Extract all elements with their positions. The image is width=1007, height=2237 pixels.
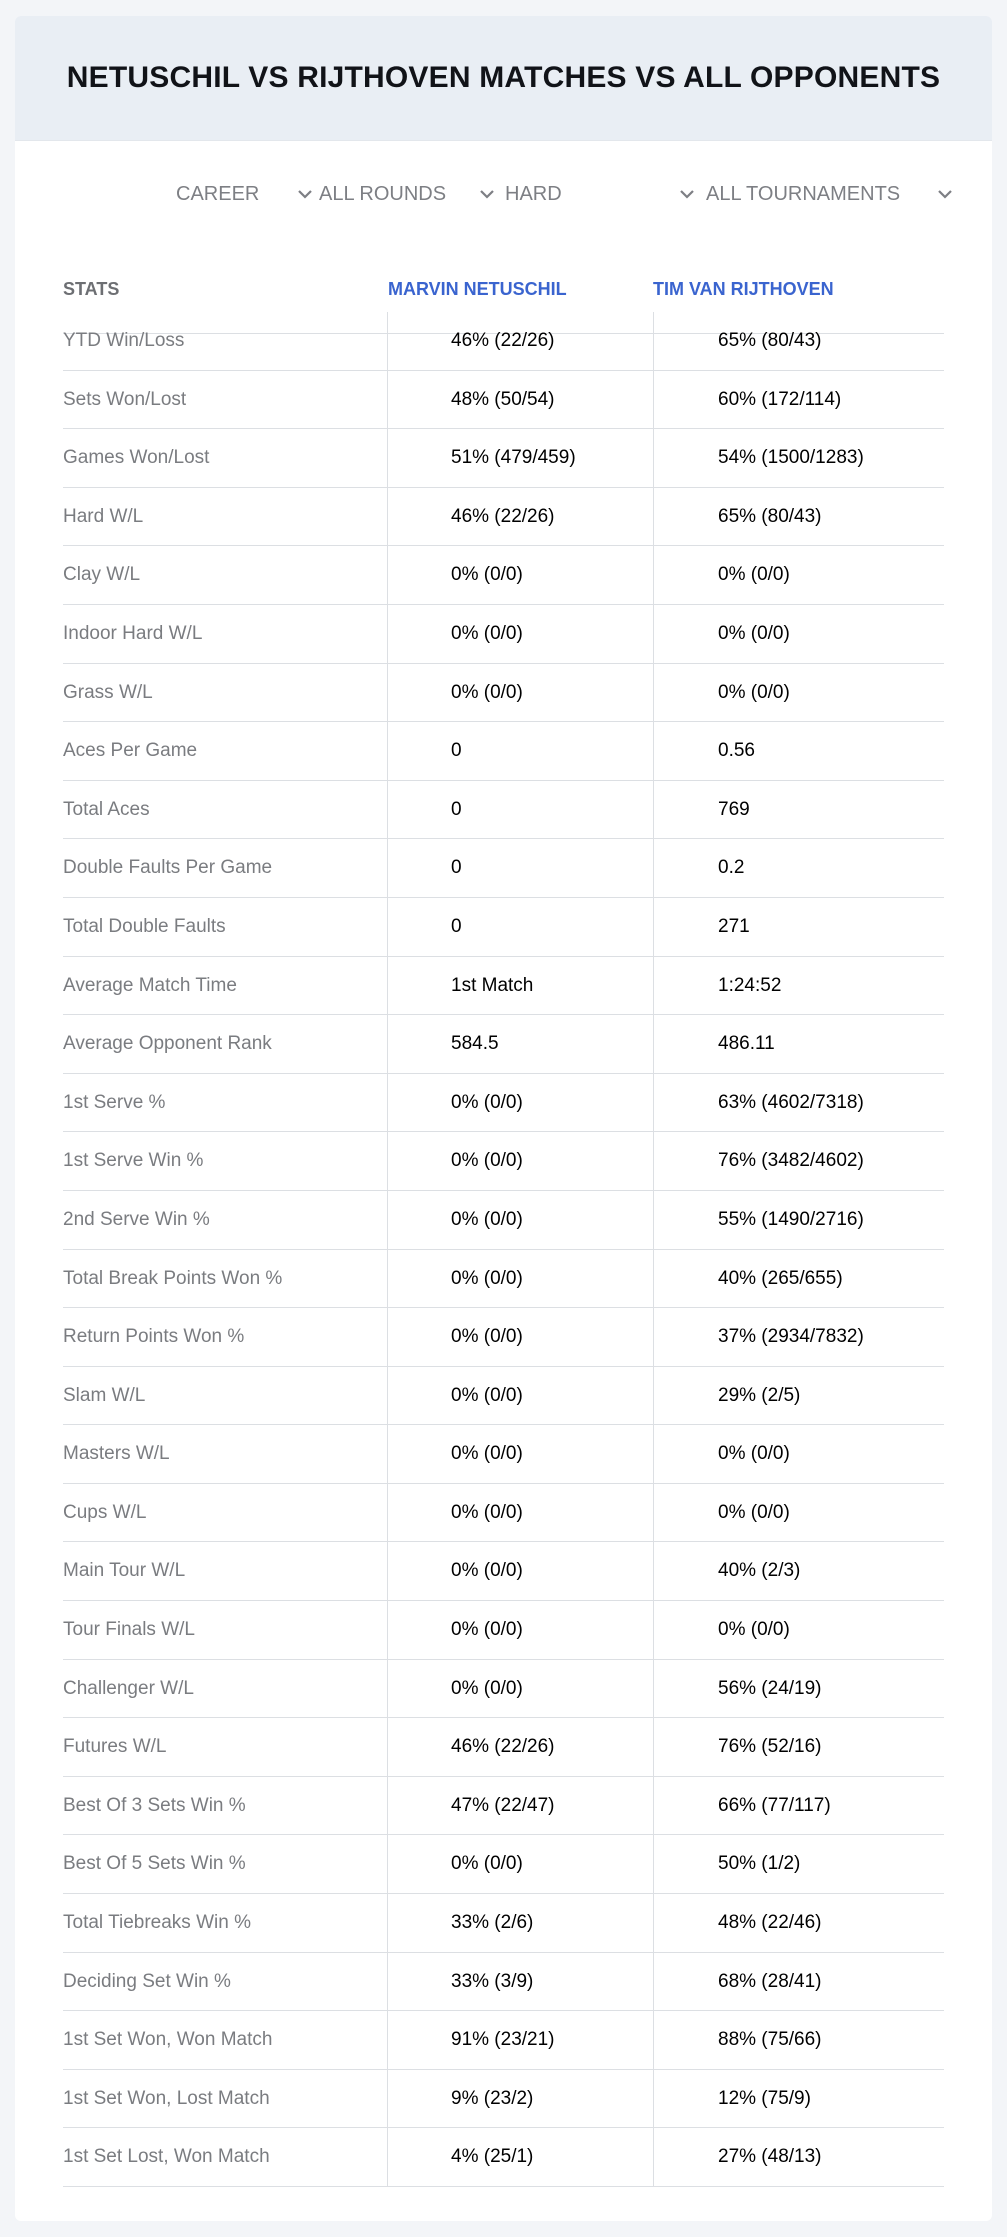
stat-label: 1st Set Lost, Won Match <box>63 2146 270 2168</box>
stat-label: Masters W/L <box>63 1443 170 1465</box>
page-title: NETUSCHIL VS RIJTHOVEN MATCHES VS ALL OPPONENTS <box>66 61 941 94</box>
chevron-down-icon <box>295 184 315 204</box>
table-row <box>63 1367 944 1426</box>
player2-stat-value: 50% (1/2) <box>718 1853 801 1875</box>
player2-stat-value: 0% (0/0) <box>718 1501 790 1523</box>
surface-dropdown-value: HARD <box>505 182 562 205</box>
player1-stat-value: 91% (23/21) <box>451 2029 555 2051</box>
stat-label: Total Aces <box>63 798 150 820</box>
table-row <box>63 546 944 605</box>
stat-label: Hard W/L <box>63 505 144 527</box>
stat-label: Aces Per Game <box>63 740 198 762</box>
player2-stat-value: 56% (24/19) <box>718 1677 822 1699</box>
tournament-dropdown[interactable] <box>706 174 900 214</box>
stat-label: Return Points Won % <box>63 1326 245 1348</box>
stats-column-header: STATS <box>63 279 120 299</box>
stat-label: Grass W/L <box>63 681 153 703</box>
player1-stat-value: 9% (23/2) <box>451 2087 534 2109</box>
table-row <box>63 605 944 664</box>
table-row <box>63 1660 944 1719</box>
stat-label: Double Faults Per Game <box>63 857 273 879</box>
stat-label: Slam W/L <box>63 1384 146 1406</box>
player2-stat-value: 12% (75/9) <box>718 2087 811 2109</box>
player1-stat-value: 46% (22/26) <box>451 330 555 351</box>
table-row <box>63 2011 944 2070</box>
player1-stat-value: 48% (50/54) <box>451 388 555 410</box>
player2-stat-value: 54% (1500/1283) <box>718 447 864 469</box>
table-row <box>63 1894 944 1953</box>
player2-stat-value: 48% (22/46) <box>718 1912 822 1934</box>
player2-stat-value: 0% (0/0) <box>718 1443 790 1465</box>
player2-stat-value: 0% (0/0) <box>718 1619 790 1641</box>
player2-stat-value: 40% (265/655) <box>718 1267 843 1289</box>
table-row <box>63 1777 944 1836</box>
player2-stat-value: 68% (28/41) <box>718 1970 822 1992</box>
stat-label: Sets Won/Lost <box>63 388 187 410</box>
table-row <box>63 957 944 1016</box>
table-row <box>63 1074 944 1133</box>
table-row <box>63 1191 944 1250</box>
player1-stat-value: 0% (0/0) <box>451 1619 523 1641</box>
stat-label: 1st Serve Win % <box>63 1150 204 1172</box>
player1-stat-value: 0% (0/0) <box>451 564 523 586</box>
player1-stat-value: 0% (0/0) <box>451 1677 523 1699</box>
table-row <box>63 1953 944 2012</box>
player2-column-header[interactable]: TIM VAN RIJTHOVEN <box>653 279 834 299</box>
player2-stat-value: 65% (80/43) <box>718 505 822 527</box>
player1-stat-value: 0% (0/0) <box>451 1443 523 1465</box>
player1-stat-value: 0% (0/0) <box>451 681 523 703</box>
table-row <box>63 1250 944 1309</box>
stat-label: Total Break Points Won % <box>63 1267 283 1289</box>
player1-stat-value: 0% (0/0) <box>451 1150 523 1172</box>
period-dropdown[interactable] <box>176 174 259 214</box>
stat-label: 1st Serve % <box>63 1091 166 1113</box>
player1-stat-value: 0% (0/0) <box>451 1326 523 1348</box>
stat-label: Games Won/Lost <box>63 447 210 469</box>
stat-label: Best Of 5 Sets Win % <box>63 1853 246 1875</box>
player2-stat-value: 63% (4602/7318) <box>718 1091 864 1113</box>
player2-stat-value: 55% (1490/2716) <box>718 1208 864 1230</box>
player2-stat-value: 37% (2934/7832) <box>718 1326 864 1348</box>
player2-stat-value: 65% (80/43) <box>718 330 822 351</box>
player2-stat-value: 40% (2/3) <box>718 1560 801 1582</box>
table-row <box>63 722 944 781</box>
player1-stat-value: 51% (479/459) <box>451 447 576 469</box>
player1-stat-value: 0% (0/0) <box>451 1853 523 1875</box>
table-row <box>63 429 944 488</box>
player2-stat-value: 0.2 <box>718 857 745 879</box>
stat-label: Cups W/L <box>63 1501 147 1523</box>
player2-stat-value: 0.56 <box>718 740 755 762</box>
table-row <box>63 1425 944 1484</box>
table-row <box>63 1484 944 1543</box>
table-row <box>63 1542 944 1601</box>
table-row <box>63 781 944 840</box>
table-row <box>63 371 944 430</box>
player1-stat-value: 0% (0/0) <box>451 1560 523 1582</box>
table-row <box>63 1601 944 1660</box>
stat-label: Futures W/L <box>63 1736 167 1758</box>
table-row <box>63 898 944 957</box>
stats-card <box>15 16 992 2221</box>
stat-label: Average Opponent Rank <box>63 1033 272 1055</box>
stat-label: 1st Set Won, Lost Match <box>63 2087 270 2109</box>
stat-label: Tour Finals W/L <box>63 1619 195 1641</box>
player2-stat-value: 27% (48/13) <box>718 2146 822 2168</box>
player1-stat-value: 0% (0/0) <box>451 1501 523 1523</box>
table-row <box>63 1015 944 1074</box>
player1-stat-value: 4% (25/1) <box>451 2146 534 2168</box>
player1-stat-value: 47% (22/47) <box>451 1794 555 1816</box>
table-row <box>63 1835 944 1894</box>
table-row <box>63 488 944 547</box>
player1-stat-value: 584.5 <box>451 1033 499 1055</box>
player2-stat-value: 60% (172/114) <box>718 388 842 410</box>
player1-stat-value: 33% (2/6) <box>451 1912 534 1934</box>
player1-stat-value: 0% (0/0) <box>451 1384 523 1406</box>
period-dropdown-value: CAREER <box>176 182 260 205</box>
player2-stat-value: 29% (2/5) <box>718 1384 801 1406</box>
round-dropdown-value: ALL ROUNDS <box>319 182 447 205</box>
tournament-dropdown-value: ALL TOURNAMENTS <box>706 182 901 205</box>
player2-stat-value: 271 <box>718 915 750 937</box>
player1-stat-value: 0% (0/0) <box>451 1267 523 1289</box>
stat-label: Indoor Hard W/L <box>63 622 203 644</box>
round-dropdown[interactable] <box>319 174 446 214</box>
stat-label: Best Of 3 Sets Win % <box>63 1794 246 1816</box>
player1-stat-value: 33% (3/9) <box>451 1970 534 1992</box>
player1-stat-value: 0 <box>451 857 462 879</box>
surface-dropdown[interactable] <box>505 174 562 214</box>
stats-table-body <box>15 312 992 2187</box>
player1-stat-value: 1st Match <box>451 974 534 996</box>
stat-label: Clay W/L <box>63 564 141 586</box>
player1-stat-value: 46% (22/26) <box>451 1736 555 1758</box>
stat-label: Challenger W/L <box>63 1677 194 1699</box>
table-row <box>63 664 944 723</box>
chevron-down-icon <box>677 184 697 204</box>
chevron-down-icon <box>935 184 955 204</box>
player1-stat-value: 0% (0/0) <box>451 622 523 644</box>
player2-stat-value: 66% (77/117) <box>718 1794 831 1816</box>
player2-stat-value: 76% (52/16) <box>718 1736 822 1758</box>
table-row <box>63 1718 944 1777</box>
table-row <box>63 839 944 898</box>
player2-stat-value: 769 <box>718 798 750 820</box>
player2-stat-value: 1:24:52 <box>718 974 782 996</box>
page-header <box>15 16 992 141</box>
player2-stat-value: 486.11 <box>718 1033 775 1055</box>
player2-stat-value: 0% (0/0) <box>718 564 790 586</box>
stat-label: Total Tiebreaks Win % <box>63 1912 251 1934</box>
player2-stat-value: 0% (0/0) <box>718 622 790 644</box>
table-row <box>63 312 944 371</box>
stat-label: Average Match Time <box>63 974 237 996</box>
player2-stat-value: 88% (75/66) <box>718 2029 822 2051</box>
chevron-down-icon <box>477 184 497 204</box>
stat-label: Total Double Faults <box>63 915 226 937</box>
player1-stat-value: 0% (0/0) <box>451 1208 523 1230</box>
player2-stat-value: 0% (0/0) <box>718 681 790 703</box>
player1-stat-value: 46% (22/26) <box>451 505 555 527</box>
stat-label: 1st Set Won, Won Match <box>63 2029 273 2051</box>
player1-stat-value: 0% (0/0) <box>451 1091 523 1113</box>
filter-bar <box>15 141 992 241</box>
player1-stat-value: 0 <box>451 915 462 937</box>
table-row <box>63 2128 944 2187</box>
table-row <box>63 2070 944 2129</box>
table-row <box>63 1132 944 1191</box>
table-row <box>63 1308 944 1367</box>
player1-stat-value: 0 <box>451 740 462 762</box>
player1-stat-value: 0 <box>451 798 462 820</box>
stat-label: 2nd Serve Win % <box>63 1208 210 1230</box>
stat-label: Deciding Set Win % <box>63 1970 231 1992</box>
player2-stat-value: 76% (3482/4602) <box>718 1150 864 1172</box>
stat-label: YTD Win/Loss <box>63 330 185 351</box>
player1-column-header[interactable]: MARVIN NETUSCHIL <box>388 279 567 299</box>
stat-label: Main Tour W/L <box>63 1560 186 1582</box>
